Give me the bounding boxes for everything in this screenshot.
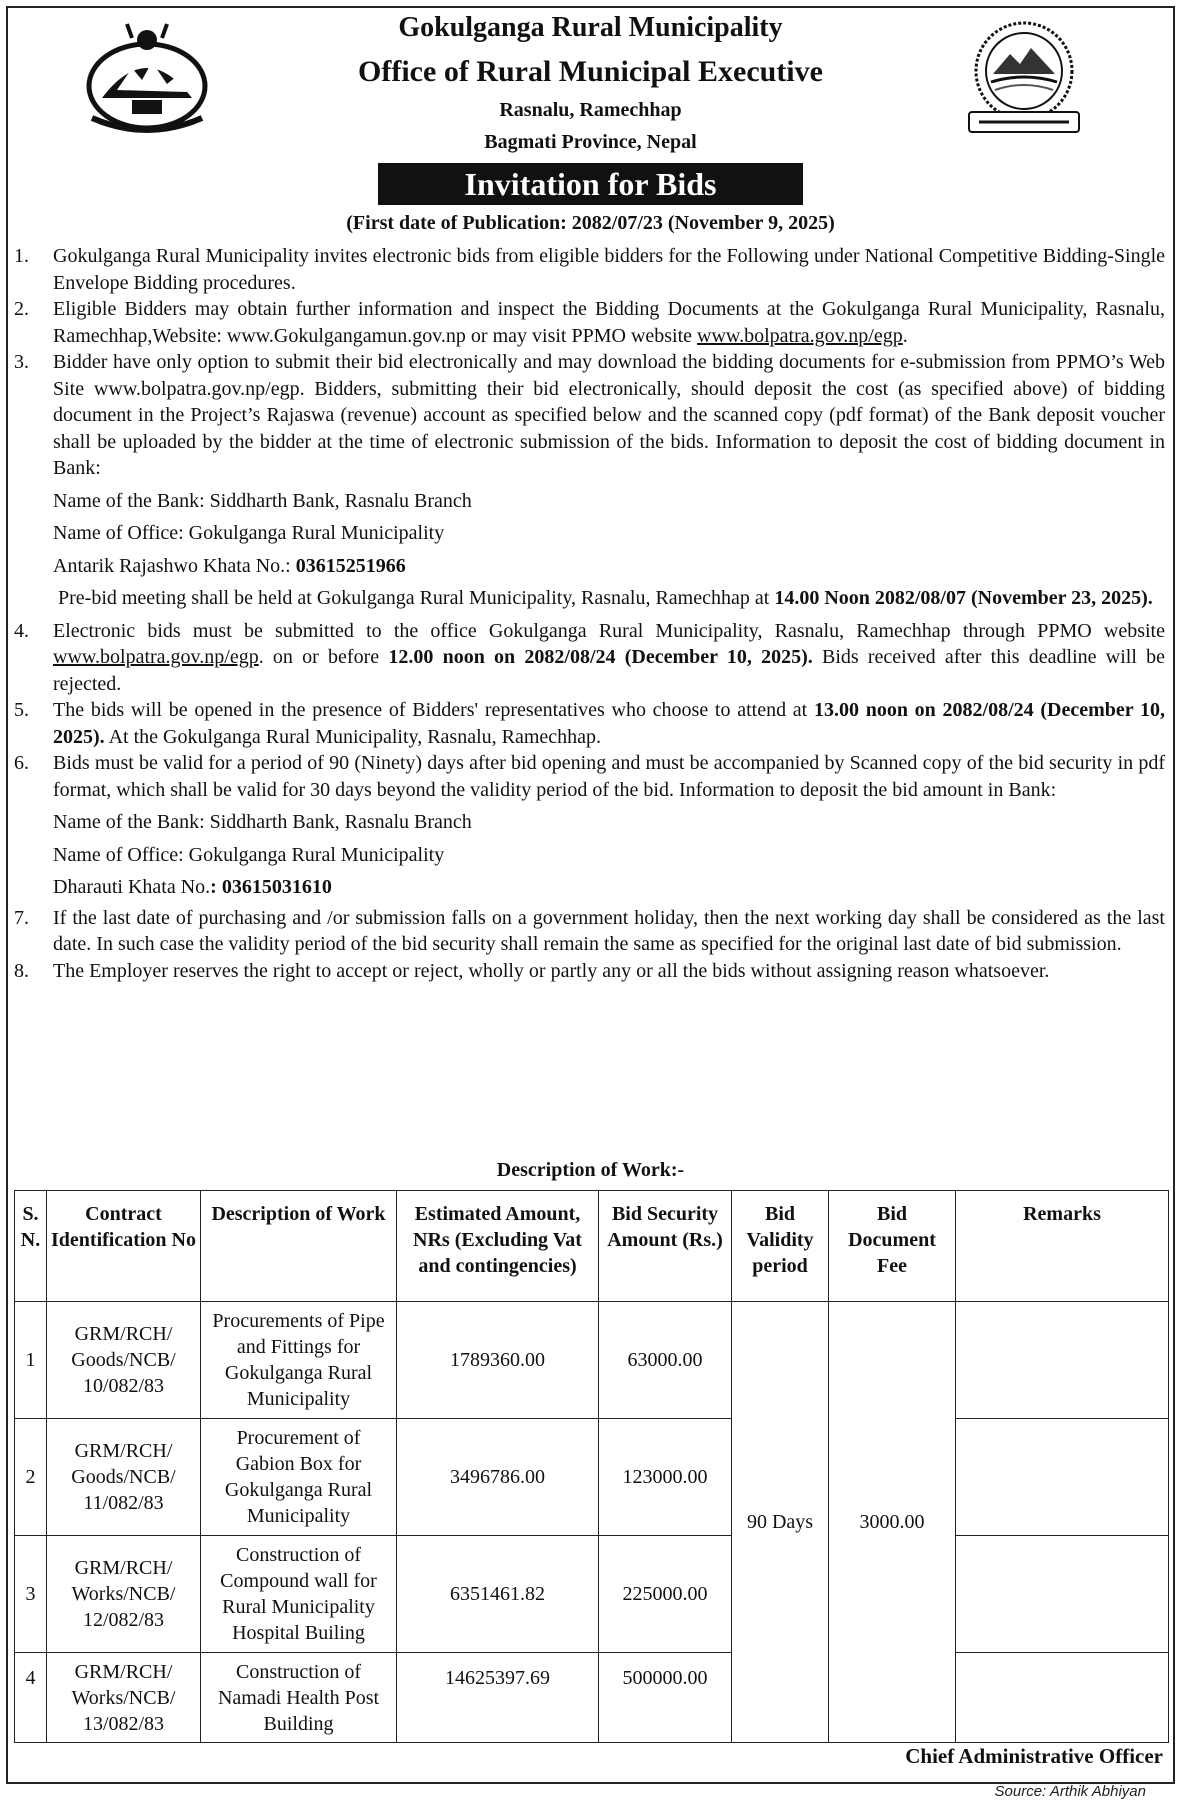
notice-banner: Invitation for Bids — [378, 163, 803, 205]
clause-4 — [14, 618, 1165, 698]
cell-sn: 2 — [15, 1419, 47, 1536]
khata-label: Antarik Rajashwo Khata No.: — [53, 554, 296, 577]
clause-text: Bids must be valid for a period of 90 (Ninety) days after bid opening and must be accompanied by Scanned copy of the bid security in pdf format, which shall be valid for 30 days beyond the validity period of the bid. Information to deposit the bid amount in Bank: — [53, 752, 1165, 801]
source-credit: Source: Arthik Abhiyan — [994, 1783, 1146, 1800]
clause-number: 4. — [14, 619, 29, 642]
office-name-line: Name of Office: Gokulganga Rural Municipality — [53, 522, 445, 544]
header-validity: Bid Validity period — [732, 1191, 829, 1302]
table-row — [15, 1536, 1169, 1653]
clause-5 — [14, 697, 1165, 750]
khata-label: Dharauti Khata No. — [53, 876, 211, 898]
cell-contract-id: GRM/RCH/ Goods/NCB/ 11/082/83 — [47, 1419, 201, 1536]
header-bid-security: Bid Security Amount (Rs.) — [599, 1191, 732, 1302]
khata-line — [14, 874, 1165, 901]
cell-estimated-amount: 1789360.00 — [397, 1302, 599, 1419]
cell-validity: 90 Days — [732, 1302, 829, 1743]
clause-text: The bids will be opened in the presence of Bidders' representatives who choose to attend at — [53, 699, 814, 721]
clause-number: 5. — [14, 699, 29, 721]
cell-document-fee: 3000.00 — [829, 1302, 956, 1743]
cell-bid-security: 63000.00 — [599, 1302, 732, 1419]
header-remarks: Remarks — [956, 1191, 1169, 1302]
cell-description: Procurement of Gabion Box for Gokulganga Rural Municipality — [201, 1419, 397, 1536]
prebid-text: Pre-bid meeting shall be held at Gokulganga Rural Municipality, Rasnalu, Ramechhap at — [58, 587, 775, 609]
work-table — [14, 1190, 1169, 1743]
signatory-title: Chief Administrative Officer — [905, 1744, 1163, 1768]
cell-contract-id: GRM/RCH/ Works/NCB/ 12/082/83 — [47, 1536, 201, 1653]
office-address: Rasnalu, Ramechhap — [499, 99, 682, 121]
clause-text: Eligible Bidders may obtain further information and inspect the Bidding Documents at the Gokulganga Rural Municipality, Rasnalu, Ramechhap,Website: www.Gokulgangamun.gov.np or may visit PPMO website — [53, 298, 1165, 347]
khata-number: : 03615031610 — [210, 876, 332, 898]
clause-3 — [14, 349, 1165, 482]
clause-1 — [14, 243, 1165, 296]
municipality-name: Gokulganga Rural Municipality — [398, 12, 783, 43]
clause-8 — [14, 958, 1165, 985]
cell-sn: 4 — [15, 1653, 47, 1743]
table-row — [15, 1419, 1169, 1536]
clause-text-end: Bids received after this deadline will be rejected. — [53, 646, 1165, 695]
cell-description: Procurements of Pipe and Fittings for Gokulganga Rural Municipality — [201, 1302, 397, 1419]
cell-sn: 3 — [15, 1536, 47, 1653]
clause-6 — [14, 750, 1165, 803]
prebid-meeting — [14, 585, 1165, 612]
clause-text: Gokulganga Rural Municipality invites electronic bids from eligible bidders for the Following under National Competitive Bidding-Single Envelope Bidding procedures. — [53, 245, 1165, 294]
header-estimated-amount: Estimated Amount, NRs (Excluding Vat and contingencies) — [397, 1191, 599, 1302]
khata-number: 03615251966 — [295, 554, 406, 577]
cell-bid-security: 225000.00 — [599, 1536, 732, 1653]
cell-sn: 1 — [15, 1302, 47, 1419]
clause-text: . on or before — [258, 646, 389, 668]
province-line: Bagmati Province, Nepal — [484, 131, 697, 153]
ppmo-link[interactable]: www.bolpatra.gov.np/egp — [53, 646, 259, 668]
prebid-date: 14.00 Noon 2082/08/07 (November 23, 2025). — [774, 587, 1153, 609]
clause-2 — [14, 296, 1165, 349]
clause-number: 6. — [14, 752, 29, 774]
table-caption: Description of Work:- — [496, 1159, 685, 1181]
table-header-row — [15, 1191, 1169, 1302]
cell-description: Construction of Namadi Health Post Building — [201, 1653, 397, 1743]
clause-text: Bidder have only option to submit their bid electronically and may download the bidding documents for e-submission from PPMO’s Web Site www.bolpatra.gov.np/egp. Bidders, submitting their bid electronically, should deposit the cost (as specified above) of bidding document in the Project’s Rajaswa (revenue) account as specified below and the scanned copy (pdf format) of the Bank deposit voucher shall be uploaded by the bidder at the time of electronic submission of the bids. Information to deposit the cost of bidding document in Bank: — [53, 351, 1165, 479]
opening-time: 13.00 noon on 2082/08/24 (December 10, 2025). — [53, 699, 1165, 748]
cell-contract-id: GRM/RCH/ Works/NCB/ 13/082/83 — [47, 1653, 201, 1743]
bank-name: Name of the Bank: Siddharth Bank, Rasnalu Branch — [53, 811, 472, 833]
clause-text-end: At the Gokulganga Rural Municipality, Rasnalu, Ramechhap. — [104, 725, 602, 748]
clause-text: The Employer reserves the right to accept or reject, wholly or partly any or all the bids without assigning reason whatsoever. — [53, 959, 1050, 982]
cell-contract-id: GRM/RCH/ Goods/NCB/ 10/082/83 — [47, 1302, 201, 1419]
header-description: Description of Work — [201, 1191, 397, 1302]
clause-number: 1. — [14, 245, 29, 267]
office-name-line: Name of Office: Gokulganga Rural Municipality — [53, 843, 445, 866]
clause-number: 8. — [14, 959, 29, 982]
header-sn: S. N. — [15, 1191, 47, 1302]
header-contract-id: Contract Identification No — [47, 1191, 201, 1302]
cell-description: Construction of Compound wall for Rural Municipality Hospital Builing — [201, 1536, 397, 1653]
clause-text: If the last date of purchasing and /or submission falls on a government holiday, then the next working day shall be considered as the last date. In such case the validity period of the bid security shall remain the same as specified for the original last date of bid submission. — [53, 906, 1165, 955]
publication-date: (First date of Publication: 2082/07/23 (November 9, 2025) — [346, 212, 835, 234]
clause-number: 3. — [14, 351, 29, 373]
table-row — [15, 1302, 1169, 1419]
clause-text: Electronic bids must be submitted to the office Gokulganga Rural Municipality, Rasnalu, Ramechhap through PPMO website — [53, 619, 1165, 642]
bank-name: Name of the Bank: Siddharth Bank, Rasnalu Branch — [53, 489, 472, 512]
clause-number: 7. — [14, 906, 29, 929]
cell-estimated-amount: 14625397.69 — [397, 1653, 599, 1743]
ppmo-link[interactable]: www.bolpatra.gov.np/egp — [697, 324, 903, 347]
header-document-fee: Bid Document Fee — [829, 1191, 956, 1302]
cell-bid-security: 123000.00 — [599, 1419, 732, 1536]
cell-estimated-amount: 6351461.82 — [397, 1536, 599, 1653]
office-name: Office of Rural Municipal Executive — [358, 55, 823, 88]
cell-bid-security: 500000.00 — [599, 1653, 732, 1743]
clause-text-end: . — [902, 324, 908, 347]
submission-deadline: 12.00 noon on 2082/08/24 (December 10, 2025). — [388, 646, 813, 668]
cell-remarks — [956, 1536, 1169, 1653]
cell-estimated-amount: 3496786.00 — [397, 1419, 599, 1536]
cell-remarks — [956, 1653, 1169, 1743]
table-row — [15, 1653, 1169, 1743]
clause-number: 2. — [14, 298, 29, 320]
cell-remarks — [956, 1419, 1169, 1536]
khata-line — [14, 553, 1165, 580]
notice-body — [14, 243, 1165, 984]
cell-remarks — [956, 1302, 1169, 1419]
clause-7 — [14, 905, 1165, 958]
